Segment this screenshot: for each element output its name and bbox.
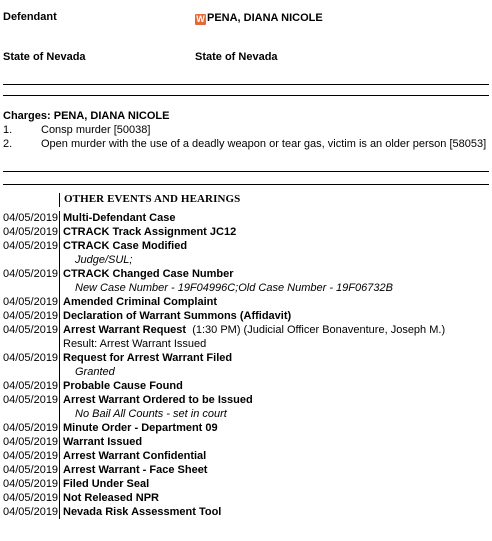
event-date: 04/05/2019 [3,352,59,364]
event-title: Amended Criminal Complaint [63,296,218,308]
divider [3,84,489,85]
charges-list [0,124,492,152]
event-title: CTRACK Track Assignment JC12 [63,226,237,238]
event-title: Multi-Defendant Case [63,212,176,224]
events-heading: OTHER EVENTS AND HEARINGS [59,193,240,207]
charge-item [0,124,492,138]
event-date: 04/05/2019 [3,422,59,434]
event-title: Request for Arrest Warrant Filed [63,352,233,364]
event-date: 04/05/2019 [3,450,59,462]
event-note: Granted [75,366,115,378]
defendant-name[interactable]: PENA, DIANA NICOLE [207,12,323,24]
event-date: 04/05/2019 [3,436,59,448]
event-date: 04/05/2019 [3,478,59,490]
event-title: Arrest Warrant - Face Sheet [63,464,208,476]
event-title: Filed Under Seal [63,478,150,490]
event-detail: (1:30 PM) (Judicial Officer Bonaventure, Joseph M.) [192,324,446,336]
state-right: State of Nevada [195,51,278,63]
event-date: 04/05/2019 [3,464,59,476]
event-title-group [63,323,445,337]
event-title: Minute Order - Department 09 [63,422,218,434]
event-date: 04/05/2019 [3,394,59,406]
event-date: 04/05/2019 [3,296,59,308]
event-date: 04/05/2019 [3,212,59,224]
event-note: No Bail All Counts - set in court [75,408,227,420]
event-date: 04/05/2019 [3,310,59,322]
event-result: Result: Arrest Warrant Issued [63,338,207,350]
event-date: 04/05/2019 [3,268,59,280]
state-left: State of Nevada [3,51,86,63]
charge-number: 2. [3,138,13,150]
event-title: CTRACK Changed Case Number [63,268,234,280]
event-title: Arrest Warrant Request [63,324,187,336]
charge-text: Consp murder [50038] [41,124,151,136]
event-title: Not Released NPR [63,492,159,504]
defendant-label: Defendant [3,11,57,23]
divider [3,95,489,96]
event-title: Declaration of Warrant Summons (Affidavit) [63,310,292,322]
event-title: Probable Cause Found [63,380,183,392]
event-date: 04/05/2019 [3,492,59,504]
event-date: 04/05/2019 [3,380,59,392]
event-title: Arrest Warrant Ordered to be Issued [63,394,253,406]
event-note: New Case Number - 19F04996C;Old Case Number - 19F06732B [75,282,393,294]
charges-title: Charges: PENA, DIANA NICOLE [3,110,170,122]
event-date: 04/05/2019 [3,240,59,252]
event-note: Judge/SUL; [75,254,133,266]
charge-text: Open murder with the use of a deadly weapon or tear gas, victim is an older person [58053] [41,138,487,150]
charge-item [0,138,492,152]
event-date: 04/05/2019 [3,226,59,238]
divider [3,184,489,185]
event-date: 04/05/2019 [3,506,59,518]
event-title: Nevada Risk Assessment Tool [63,506,222,518]
event-title: Warrant Issued [63,436,143,448]
charge-number: 1. [3,124,13,136]
event-title: CTRACK Case Modified [63,240,188,252]
event-title: Arrest Warrant Confidential [63,450,207,462]
w-icon: W [196,14,205,24]
event-date: 04/05/2019 [3,324,59,336]
divider [3,171,489,172]
defendant-party [195,12,323,25]
